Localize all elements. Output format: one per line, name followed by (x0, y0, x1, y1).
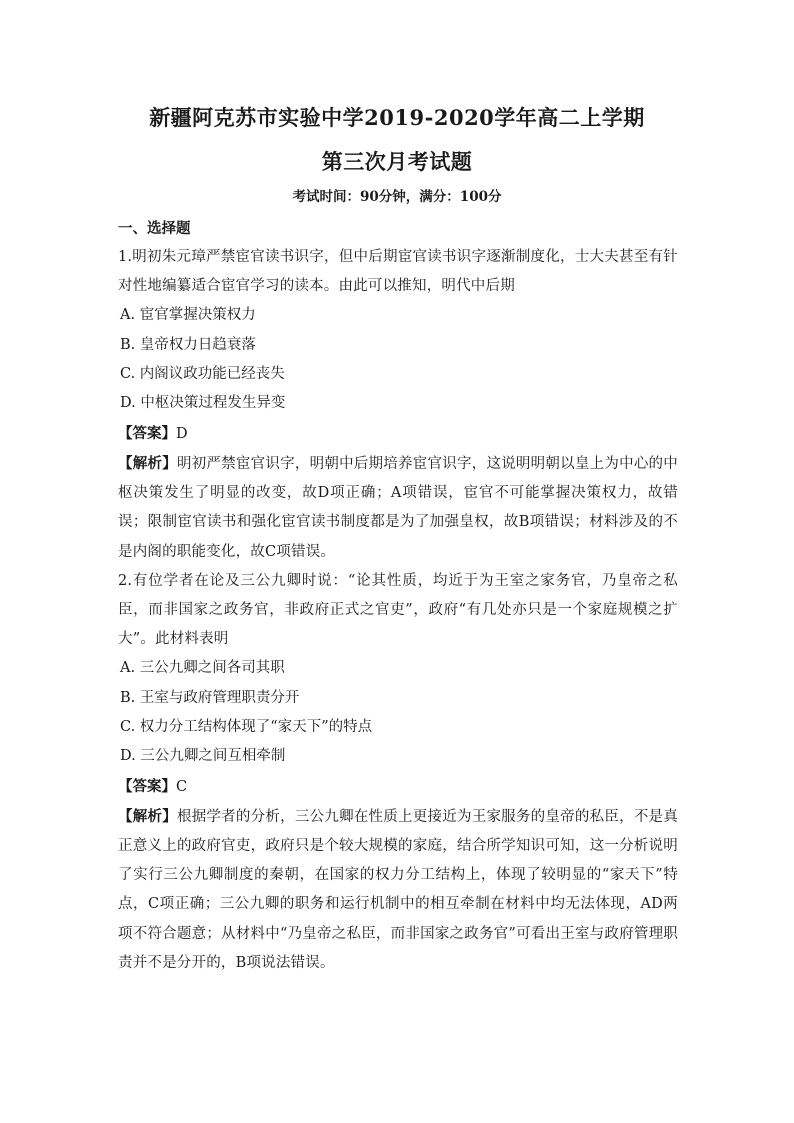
answer-value: C (176, 778, 188, 795)
option-c: C. 权力分工结构体现了“家天下”的特点 (120, 718, 373, 735)
option-c: C. 内阁议政功能已经丧失 (120, 366, 285, 382)
answer-label: 【答案】 (118, 424, 176, 442)
option-d: D. 三公九卿之间互相牵制 (120, 748, 286, 765)
exam-info: 考试时间：90分钟，满分：100分 (292, 189, 502, 205)
section-heading: 一、选择题 (118, 220, 191, 237)
option-a: A. 宦官掌握决策权力 (120, 307, 256, 324)
analysis-paragraph (118, 449, 678, 567)
answer-line (118, 419, 678, 449)
question-1 (118, 243, 678, 567)
answer-line (118, 772, 678, 802)
document-body (118, 215, 678, 978)
option-d: D. 中枢决策过程发生异变 (120, 395, 286, 412)
analysis-label: 【解析】 (118, 807, 177, 825)
answer-label: 【答案】 (118, 777, 176, 795)
option-b: B. 王室与政府管理职责分开 (120, 689, 300, 706)
option-a: A. 三公九卿之间各司其职 (120, 660, 285, 677)
analysis-label: 【解析】 (118, 454, 177, 472)
question-2 (118, 567, 678, 978)
analysis-text: 明初严禁宦官识字，明朝中后期培养宦官识字，这说明明朝以皇上为中心的中枢决策发生了明显的改变，故D项正确；A项错误，宦官不可能掌握决策权力，故错误；限制宦官读书和强化宦官读书制度都是为了加强皇权，故B项错误；材料涉及的不是内阁的职能变化，故C项错误。 (118, 455, 678, 560)
analysis-paragraph (118, 802, 678, 978)
document-subtitle: 第三次月考试题 (321, 149, 473, 174)
answer-value: D (176, 425, 188, 442)
option-b: B. 皇帝权力日趋衰落 (120, 336, 256, 353)
question-stem: 2.有位学者在论及三公九卿时说：“论其性质，均近于为王室之家务官，乃皇帝之私臣，而非国家之政务官，非政府正式之官吏”，政府“有几处亦只是一个家庭规模之扩大”。此材料表明 (118, 572, 678, 648)
document-title: 新疆阿克苏市实验中学2019-2020学年高二上学期 (149, 105, 645, 130)
analysis-text: 根据学者的分析，三公九卿在性质上更接近为王家服务的皇帝的私臣，不是真正意义上的政府官吏，政府只是个较大规模的家庭，结合所学知识可知，这一分析说明了实行三公九卿制度的秦朝，在国家的权力分工结构上，体现了较明显的“家天下”特点，C项正确；三公九卿的职务和运行机制中的相互牵制在材料中均无法体现，AD两项不符合题意；从材料中“乃皇帝之私臣，而非国家之政务官”可看出王室与政府管理职责并不是分开的，B项说法错误。 (118, 808, 678, 971)
question-stem: 1.明初朱元璋严禁宦官读书识字，但中后期宦官读书识字逐渐制度化，士大夫甚至有针对性地编纂适合宦官学习的读本。由此可以推知，明代中后期 (118, 249, 678, 295)
